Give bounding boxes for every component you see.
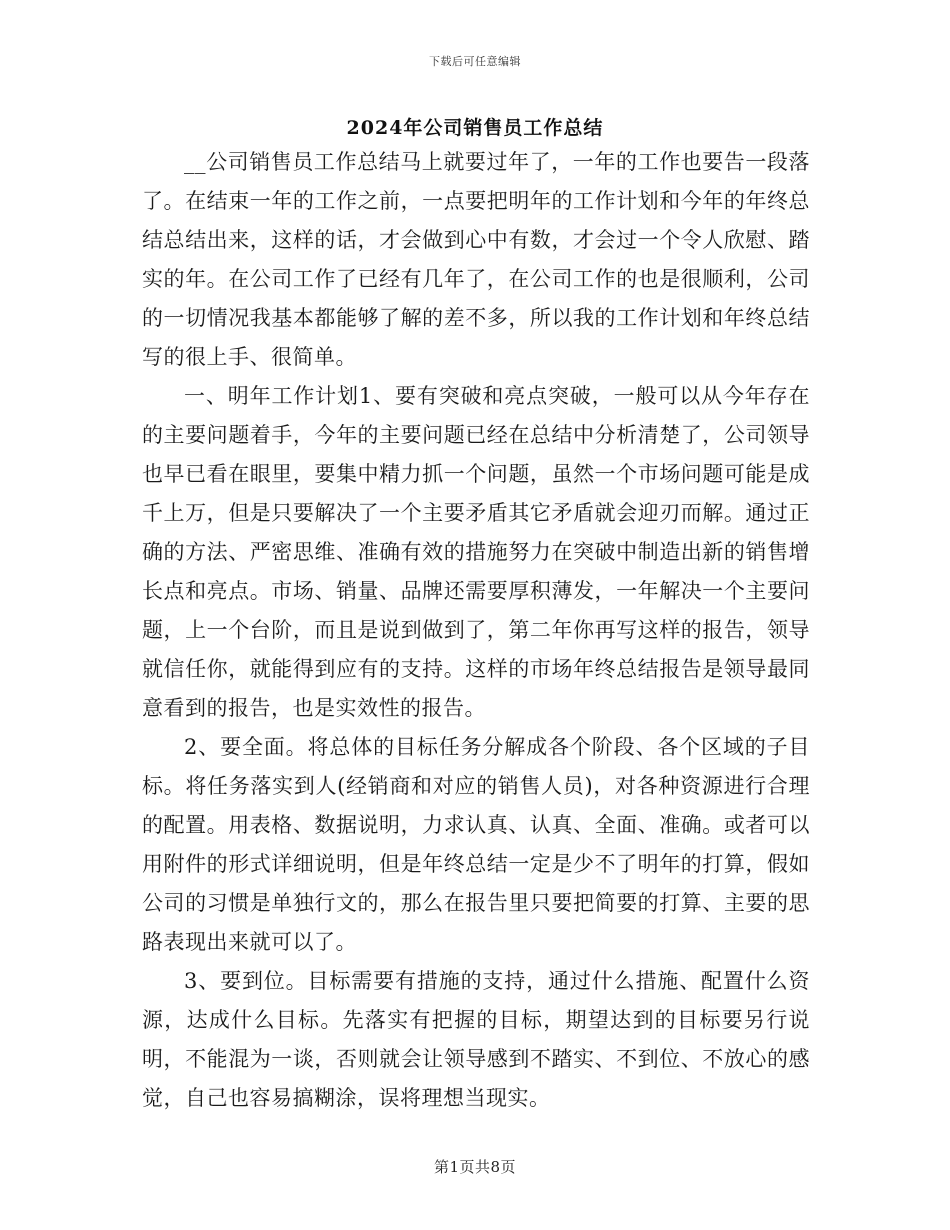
paragraph-plan-comprehensive: 2、要全面。将总体的目标任务分解成各个阶段、各个区域的子目标。将任务落实到人(经销商和对应的销售人员)，对各种资源进行合理的配置。用表格、数据说明，力求认真、认真、全面、准确。或者可以用附件的形式详细说明，但是年终总结一定是少不了明年的打算，假如公司的习惯是单独行文的，那么在报告里只要把简要的打算、主要的思路表现出来就可以了。 (142, 735, 810, 954)
document-title: 2024年公司销售员工作总结 (346, 117, 604, 139)
page-number: 第1页共8页 (433, 1158, 517, 1176)
paragraph-intro: __公司销售员工作总结马上就要过年了，一年的工作也要告一段落了。在结束一年的工作之前，一点要把明年的工作计划和今年的年终总结总结出来，这样的话，才会做到心中有数，才会过一个令人欣慰、踏实的年。在公司工作了已经有几年了，在公司工作的也是很顺利，公司的一切情况我基本都能够了解的差不多，所以我的工作计划和年终总结写的很上手、很简单。 (142, 150, 810, 369)
page-header-note: 下载后可任意编辑 (429, 55, 521, 68)
paragraph-plan-breakthrough: 一、明年工作计划1、要有突破和亮点突破，一般可以从今年存在的主要问题着手，今年的主要问题已经在总结中分析清楚了，公司领导也早已看在眼里，要集中精力抓一个问题，虽然一个市场问题可能是成千上万，但是只要解决了一个主要矛盾其它矛盾就会迎刃而解。通过正确的方法、严密思维、准确有效的措施努力在突破中制造出新的销售增长点和亮点。市场、销量、品牌还需要厚积薄发，一年解决一个主要问题，上一个台阶，而且是说到做到了，第二年你再写这样的报告，领导就信任你，就能得到应有的支持。这样的市场年终总结报告是领导最同意看到的报告，也是实效性的报告。 (142, 384, 810, 720)
paragraph-plan-in-place: 3、要到位。目标需要有措施的支持，通过什么措施、配置什么资源，达成什么目标。先落实有把握的目标，期望达到的目标要另行说明，不能混为一谈，否则就会让领导感到不踏实、不到位、不放心的感觉，自己也容易搞糊涂，误将理想当现实。 (142, 969, 810, 1110)
document-body (142, 143, 810, 1118)
